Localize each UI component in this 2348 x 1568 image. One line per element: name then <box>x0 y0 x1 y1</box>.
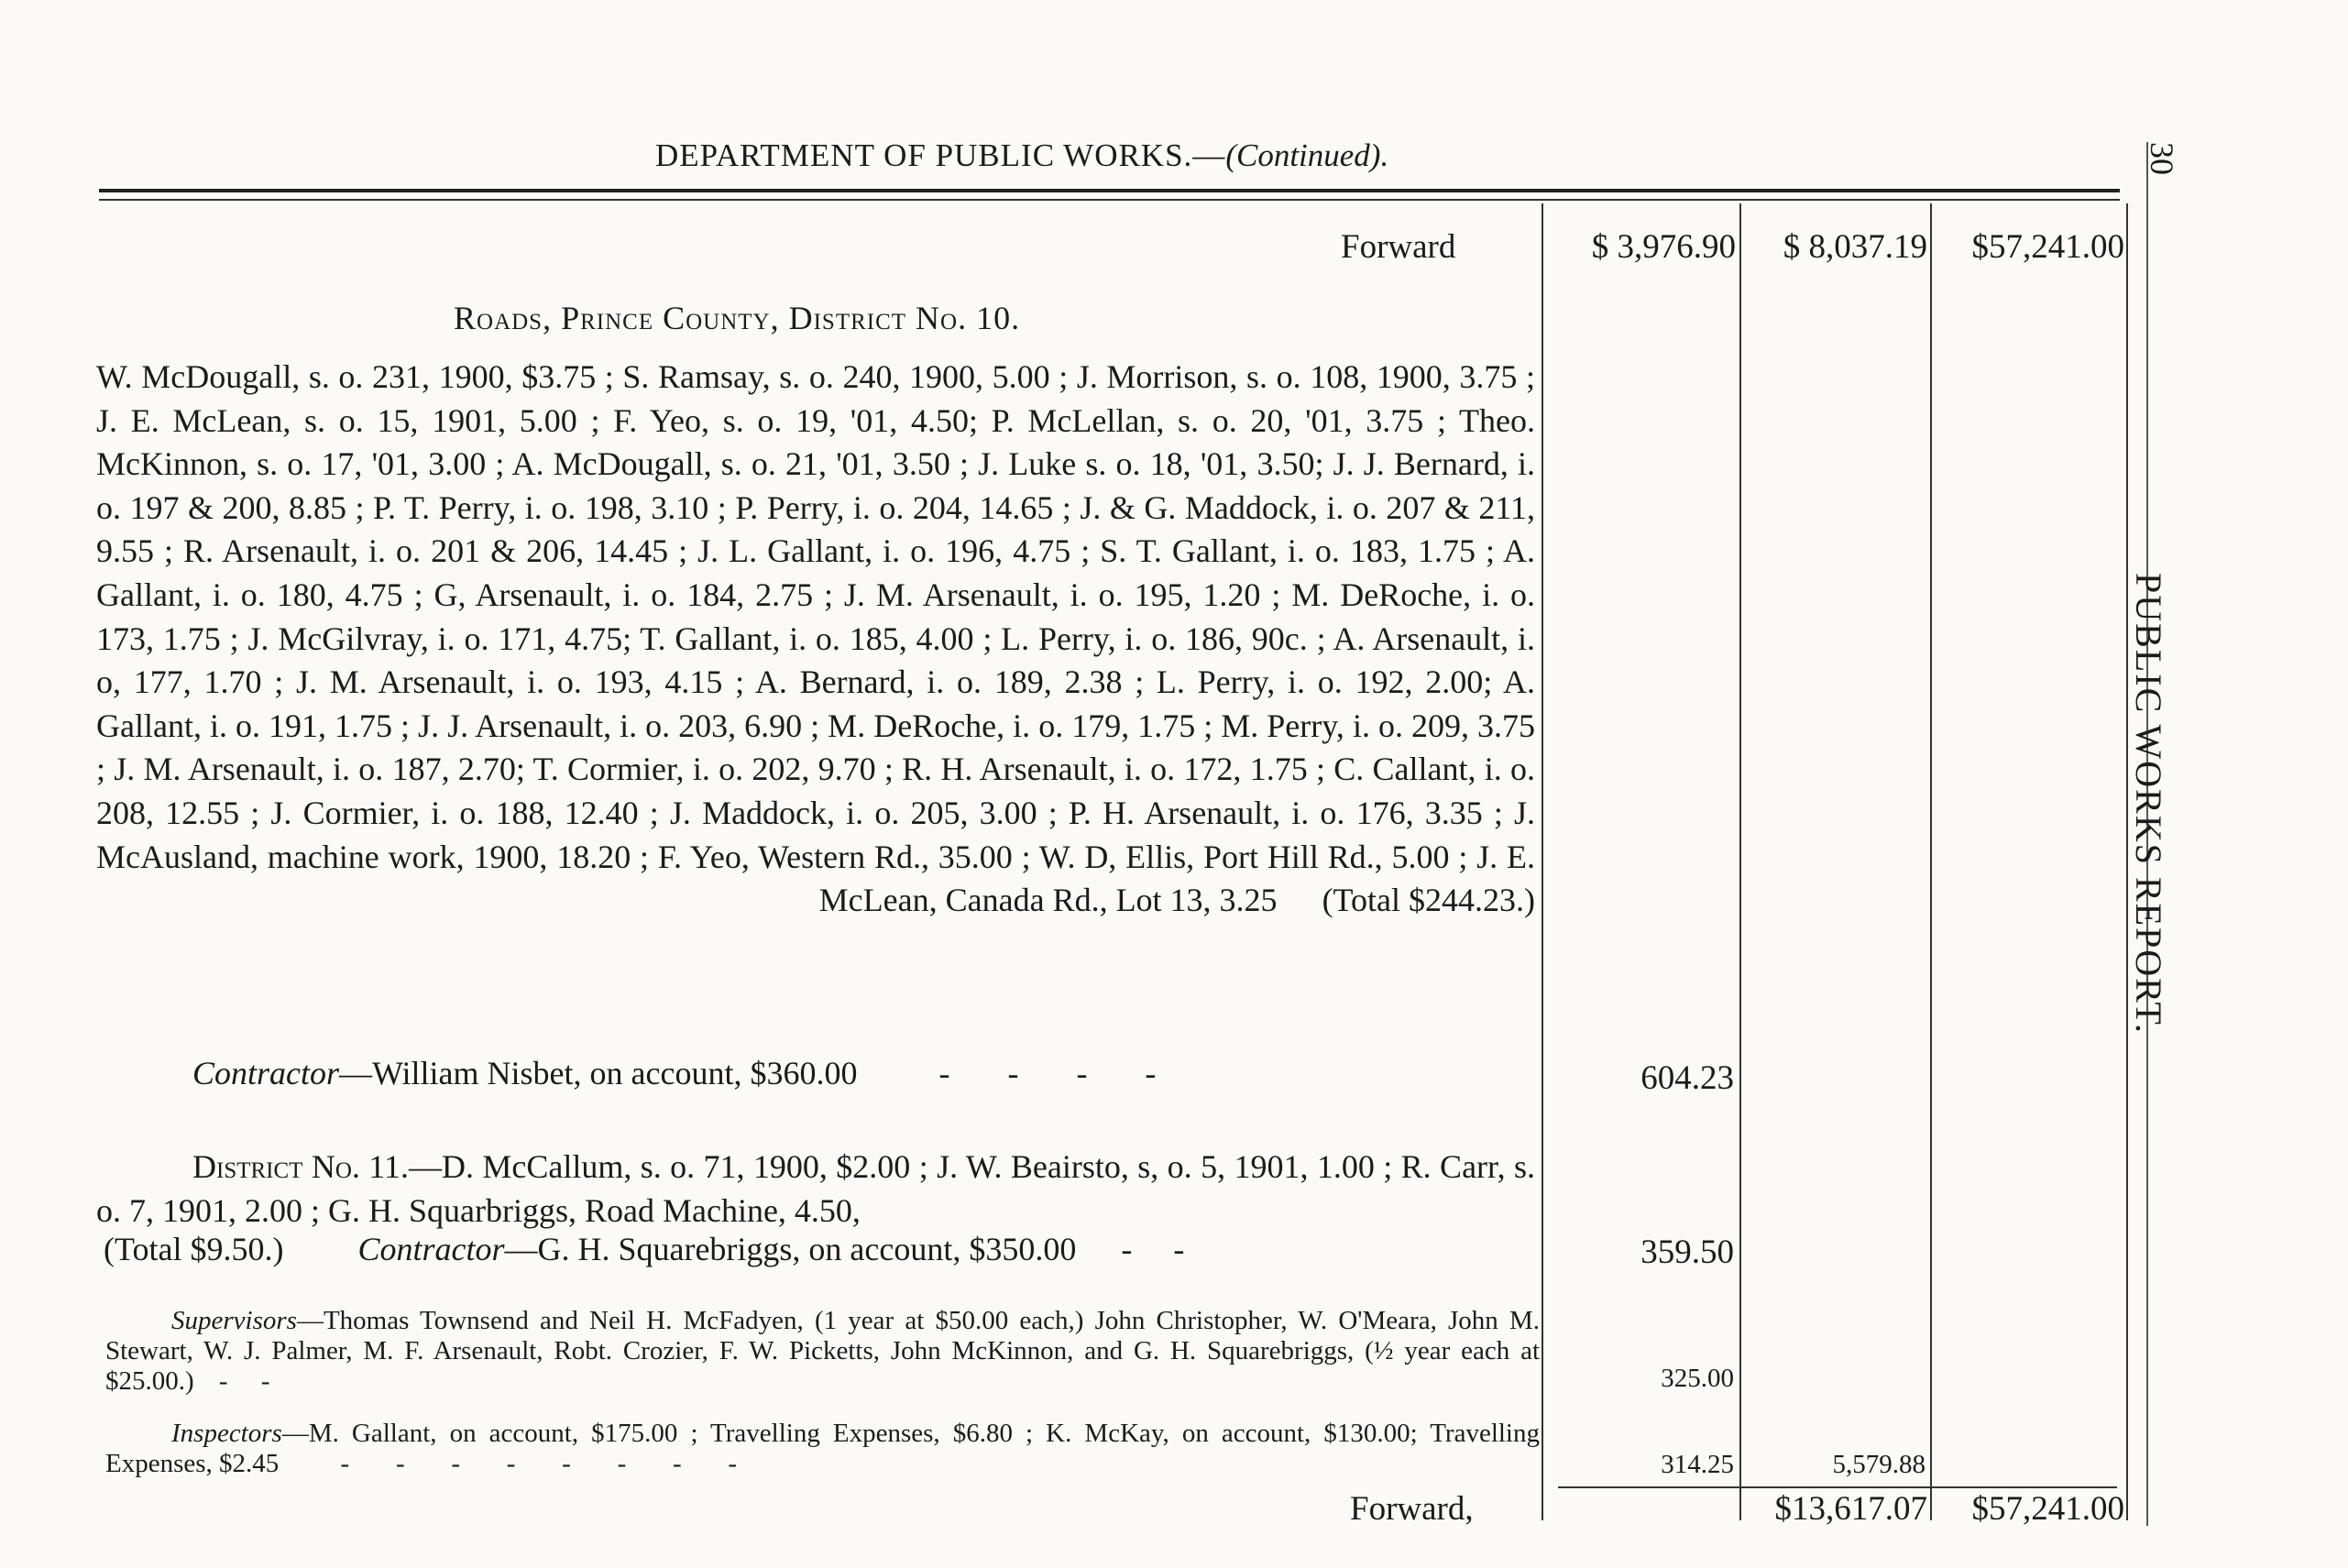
contractor-label: Contractor <box>192 1055 340 1091</box>
forward-label-top: Forward <box>1341 228 1456 266</box>
leader-dots: - - <box>218 1366 270 1396</box>
district-10-title: Roads, Prince County, District No. 10. <box>454 300 1021 336</box>
leader-dots: - - <box>1121 1231 1185 1267</box>
header-rule-thin <box>99 199 2120 201</box>
inspectors-label: Inspectors <box>171 1419 282 1448</box>
supervisors-body <box>105 1306 1540 1397</box>
forward-label-bottom: Forward, <box>1350 1490 1474 1528</box>
contractor-label: Contractor <box>357 1231 505 1267</box>
forward-top-col3: $57,241.00 <box>1971 228 2124 266</box>
column-rule-3 <box>1930 203 1932 1520</box>
page-header <box>655 137 1388 174</box>
forward-top-col2: $ 8,037.19 <box>1783 228 1927 266</box>
header-continued: (Continued). <box>1225 137 1389 173</box>
column-rule-4 <box>2126 203 2128 1520</box>
leader-dots: - - - - <box>938 1055 1157 1091</box>
forward-sum-rule <box>1558 1486 2117 1488</box>
header-rule-thick <box>99 189 2120 192</box>
forward-bottom-col2: $13,617.07 <box>1774 1490 1927 1528</box>
district-11-contractor-line <box>104 1230 1184 1268</box>
district-10-contractor-line <box>192 1054 1156 1092</box>
inspectors-text: —M. Gallant, on account, $175.00 ; Travelling Expenses, $6.80 ; K. McKay, on account, $130.00; Travelling Expenses, $2.45 <box>105 1419 1540 1478</box>
supervisors-label: Supervisors <box>171 1306 297 1335</box>
contractor-text: —G. H. Squarebriggs, on account, $350.00 <box>504 1231 1077 1267</box>
header-title: DEPARTMENT OF PUBLIC WORKS.— <box>655 137 1226 173</box>
leader-dots: - - - - - - - - <box>340 1449 738 1478</box>
district-10-total: (Total $244.23.) <box>1322 882 1535 919</box>
page-number: 30 <box>2144 142 2180 175</box>
district-10-body <box>96 356 1535 923</box>
inspectors-subtotal: 5,579.88 <box>1832 1450 1926 1479</box>
supervisors-text: —Thomas Townsend and Neil H. McFadyen, (1 year at $50.00 each,) John Christopher, W. O'Meara, John M. Stewart, W. J. Palmer, M. F. Arsenault, Robt. Crozier, F. W. Picketts, John McKinnon, and G. H. Squarebriggs, (½ year each at $25.00.) <box>105 1306 1540 1396</box>
column-rule-1 <box>1542 203 1543 1520</box>
column-rule-2 <box>1739 203 1741 1520</box>
forward-bottom-col3: $57,241.00 <box>1971 1490 2124 1528</box>
district-10-amount: 604.23 <box>1640 1059 1734 1097</box>
district-11-title: District No. 11. <box>192 1148 409 1185</box>
district-11-body <box>96 1146 1535 1233</box>
district-10-items: W. McDougall, s. o. 231, 1900, $3.75 ; S. Ramsay, s. o. 240, 1900, 5.00 ; J. Morrison, s. o. 108, 1900, 3.75 ; J. E. McLean, s. o. 15, 1901, 5.00 ; F. Yeo, s. o. 19, '01, 4.50; P. McLellan, s. o. 20, '01, 3.75 ; Theo. McKinnon, s. o. 17, '01, 3.00 ; A. McDougall, s. o. 21, '01, 3.50 ; J. Luke s. o. 18, '01, 3.50; J. J. Bernard, i. o. 197 & 200, 8.85 ; P. T. Perry, i. o. 198, 3.10 ; P. Perry, i. o. 204, 14.65 ; J. & G. Maddock, i. o. 207 & 211, 9.55 ; R. Arsenault, i. o. 201 & 206, 14.45 ; J. L. Gallant, i. o. 196, 4.75 ; S. T. Gallant, i. o. 183, 1.75 ; A. Gallant, i. o. 180, 4.75 ; G, Arsenault, i. o. 184, 2.75 ; J. M. Arsenault, i. o. 195, 1.20 ; M. DeRoche, i. o. 173, 1.75 ; J. McGilvray, i. o. 171, 4.75; T. Gallant, i. o. 185, 4.00 ; L. Perry, i. o. 186, 90c. ; A. Arsenault, i. o, 177, 1.70 ; J. M. Arsenault, i. o. 193, 4.15 ; A. Bernard, i. o. 189, 2.38 ; L. Perry, i. o. 192, 2.00; A. Gallant, i. o. 191, 1.75 ; J. J. Arsenault, i. o. 203, 6.90 ; M. DeRoche, i. o. 179, 1.75 ; M. Perry, i. o. 209, 3.75 ; J. M. Arsenault, i. o. 187, 2.70; T. Cormier, i. o. 202, 9.70 ; R. H. Arsenault, i. o. 172, 1.75 ; C. Callant, i. o. 208, 12.55 ; J. Cormier, i. o. 188, 12.40 ; J. Maddock, i. o. 205, 3.00 ; P. H. Arsenault, i. o. 176, 3.35 ; J. McAusland, machine work, 1900, 18.20 ; F. Yeo, Western Rd., 35.00 ; W. D, Ellis, Port Hill Rd., 5.00 ; J. E. McLean, Canada Rd., Lot 13, 3.25 <box>96 358 1535 919</box>
district-11-amount: 359.50 <box>1640 1234 1734 1271</box>
forward-top-col1: $ 3,976.90 <box>1591 228 1736 266</box>
district-11-items: —D. McCallum, s. o. 71, 1900, $2.00 ; J. W. Beairsto, s, o. 5, 1901, 1.00 ; R. Carr, s. o. 7, 1901, 2.00 ; G. H. Squarbriggs, Road Machine, 4.50, <box>96 1148 1535 1229</box>
running-head: PUBLIC WORKS REPORT. <box>2128 573 2169 1035</box>
supervisors-amount: 325.00 <box>1661 1364 1734 1393</box>
inspectors-amount: 314.25 <box>1661 1450 1734 1479</box>
inspectors-body <box>105 1419 1540 1479</box>
contractor-text: —William Nisbet, on account, $360.00 <box>339 1055 858 1091</box>
district-11-total: (Total $9.50.) <box>104 1231 284 1267</box>
